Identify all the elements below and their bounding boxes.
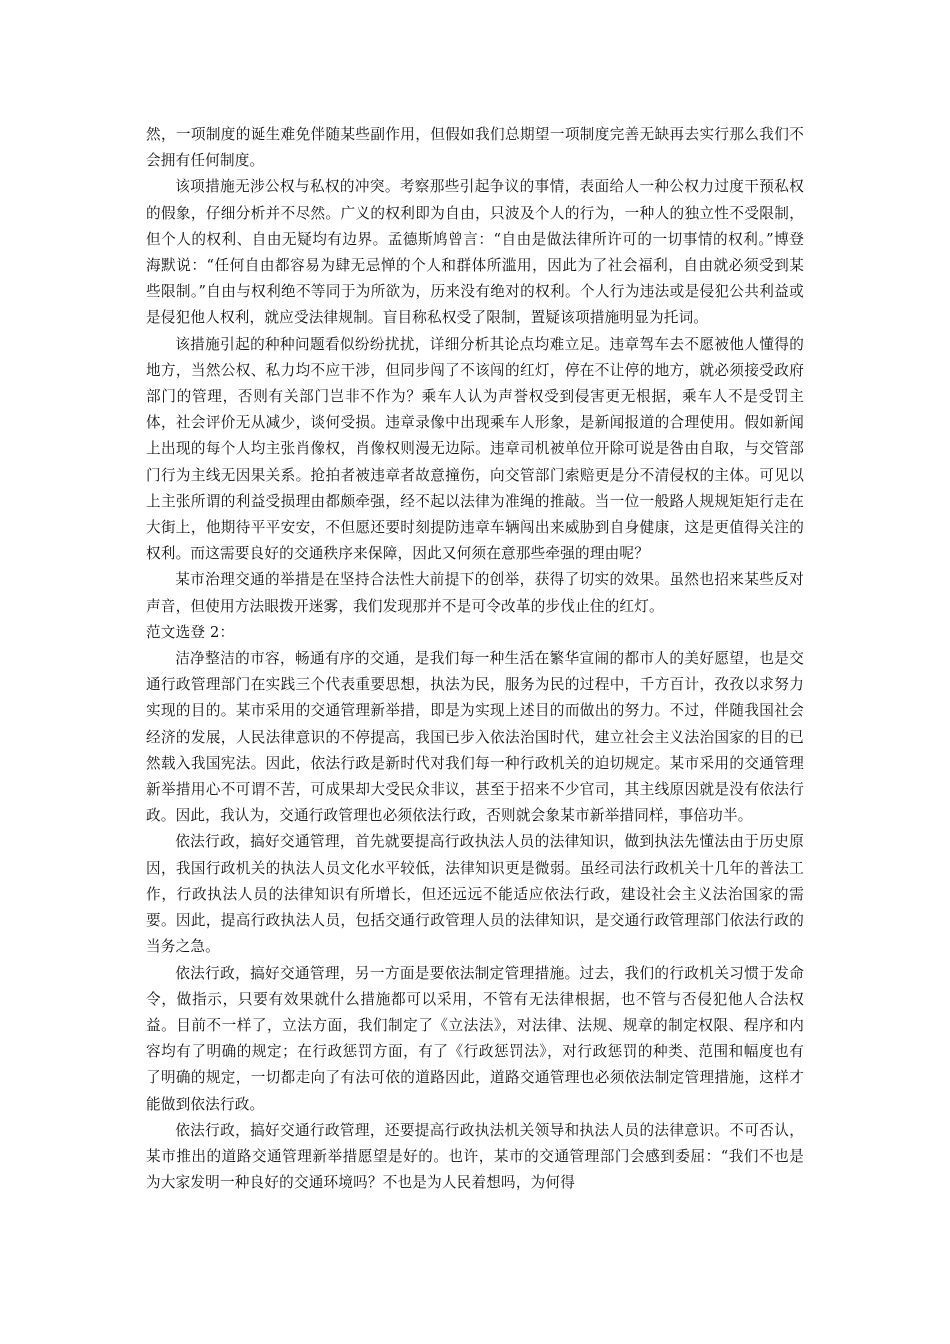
paragraph: 洁净整洁的市容，畅通有序的交通，是我们每一种生活在繁华宣闹的都市人的美好愿望，也是交通行政管理部门在实践三个代表重要思想，执法为民，服务为民的过程中，千方百计，孜孜以求努力实现的目的。某市采用的交通管理新举措，即是为实现上述目的而做出的努力。不过，伴随我国社会经济的发展，人民法律意识的不停提高，我国已步入依法治国时代，建立社会主义法治国家的目的已然载入我国宪法。因此，依法行政是新时代对我们每一种行政机关的迫切规定。某市采用的交通管理新举措用心不可谓不苦，可成果却大受民众非议，甚至于招来不少官司，其主线原因就是没有依法行政。因此，我认为，交通行政管理也必须依法行政，否则就会象某市新举措同样，事倍功半。 — [146, 650, 804, 825]
paragraph: 该措施引起的种种问题看似纷纷扰扰，详细分析其论点均难立足。违章驾车去不愿被他人懂得的地方，当然公权、私力均不应干涉，但同步闯了不该闯的红灯，停在不让停的地方，就必须接受政府部门的管理，否则有关部门岂非不作为？乘车人认为声誉权受到侵害更无根据，乘车人不是受罚主体，社会评价无从减少，谈何受损。违章录像中出现乘车人形象，是新闻报道的合理使用。假如新闻上出现的每个人均主张肖像权，肖像权则漫无边际。违章司机被单位开除可说是咎由自取，与交管部门行为主线无因果关系。抢拍者被违章者故意撞伤，向交管部门索赔更是分不清侵权的主体。可见以上主张所谓的利益受损理由都颇牵强，经不起以法律为准绳的推敲。当一位一般路人规规矩矩行走在大街上，他期待平平安安，不但愿还要时刻提防违章车辆闯出来威胁到自身健康，这是更值得关注的权利。而这需要良好的交通秩序来保障，因此又何须在意那些牵强的理由呢？ — [146, 335, 804, 563]
document-body — [146, 122, 804, 1196]
paragraph: 某市治理交通的举措是在坚持合法性大前提下的创举，获得了切实的效果。虽然也招来某些反对声音，但使用方法眼拨开迷雾，我们发现那并不是可令改革的步伐止住的红灯。 — [146, 571, 804, 615]
paragraph: 依法行政，搞好交通管理，首先就要提高行政执法人员的法律知识，做到执法先懂法由于历史原因，我国行政机关的执法人员文化水平较低，法律知识更是微弱。虽经司法行政机关十几年的普法工作，行政执法人员的法律知识有所增长，但还远远不能适应依法行政，建设社会主义法治国家的需要。因此，提高行政执法人员，包括交通行政管理人员的法律知识，是交通行政管理部门依法行政的当务之急。 — [146, 833, 804, 956]
paragraph: 依法行政，搞好交通行政管理，还要提高行政执法机关领导和执法人员的法律意识。不可否认，某市推出的道路交通管理新举措愿望是好的。也许，某市的交通管理部门会感到委屈：“我们不也是为大家发明一种良好的交通环境吗？不也是为人民着想吗，为何得 — [146, 1121, 804, 1192]
paragraph: 依法行政，搞好交通管理，另一方面是要依法制定管理措施。过去，我们的行政机关习惯于发命令，做指示，只要有效果就什么措施都可以采用，不管有无法律根据，也不管与否侵犯他人合法权益。目前不一样了，立法方面，我们制定了《立法法》，对法律、法规、规章的制定权限、程序和内容均有了明确的规定；在行政惩罚方面，有了《行政惩罚法》，对行政惩罚的种类、范围和幅度也有了明确的规定，一切都走向了有法可依的道路因此，道路交通管理也必须依法制定管理措施，这样才能做到依法行政。 — [146, 964, 804, 1113]
paragraph: 然，一项制度的诞生难免伴随某些副作用，但假如我们总期望一项制度完善无缺再去实行那么我们不会拥有任何制度。 — [146, 126, 804, 170]
section-heading: 范文选登 2： — [146, 623, 235, 641]
paragraph: 该项措施无涉公权与私权的冲突。考察那些引起争议的事情，表面给人一种公权力过度干预私权的假象，仔细分析并不尽然。广义的权利即为自由，只波及个人的行为，一种人的独立性不受限制，但个人的权利、自由无疑均有边界。孟德斯鸠曾言：“自由是做法律所许可的一切事情的权利。”博登海默说：“任何自由都容易为肆无忌惮的个人和群体所滥用，因此为了社会福利，自由就必须受到某些限制。”自由与权利绝不等同于为所欲为，历来没有绝对的权利。个人行为违法或是侵犯公共利益或是侵犯他人权利，就应受法律规制。盲目称私权受了限制，置疑该项措施明显为托词。 — [146, 178, 804, 327]
